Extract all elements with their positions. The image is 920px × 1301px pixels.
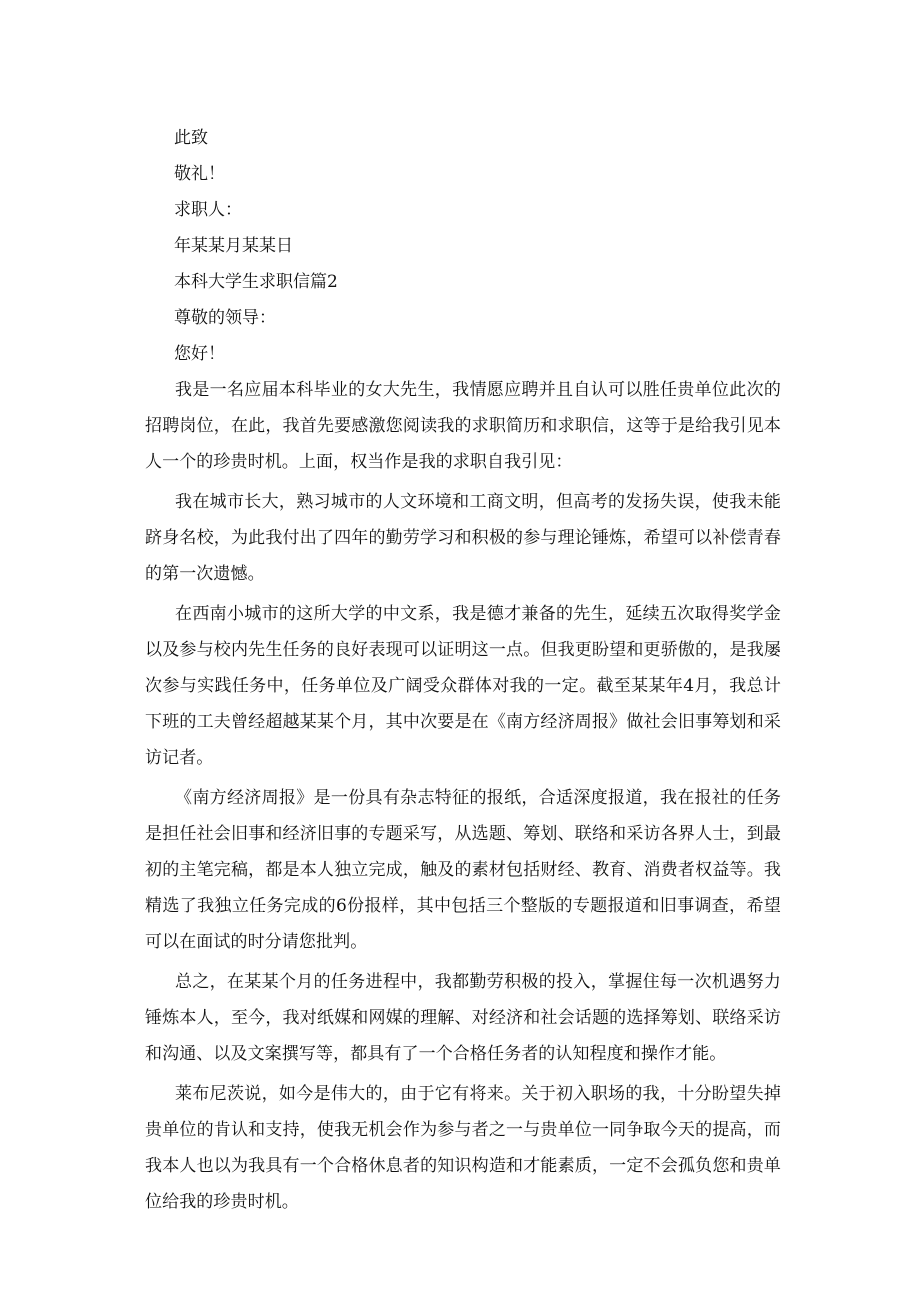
greeting: 尊敬的领导： xyxy=(174,308,276,328)
closing-salutation-1: 此致 xyxy=(174,128,208,148)
letter-title: 本科大学生求职信篇2 xyxy=(174,272,338,292)
paragraph-intro: 我是一名应届本科毕业的女大先生，我情愿应聘并且自认可以胜任贵单位此次的招聘岗位，在此，我首先要感激您阅读我的求职简历和求职信，这等于是给我引见本人一个的珍贵时机。上面，权当作是我的求职自我引见： xyxy=(145,380,781,472)
paragraph-summary: 总之，在某某个月的任务进程中，我都勤劳积极的投入，掌握住每一次机遇努力锤炼本人，至今，我对纸媒和网媒的理解、对经济和社会话题的选择筹划、联络采访和沟通、以及文案撰写等，都具有了一个合格任务者的认知程度和操作才能。 xyxy=(145,972,781,1064)
paragraph-closing: 莱布尼茨说，如今是伟大的，由于它有将来。关于初入职场的我，十分盼望失掉贵单位的肯认和支持，使我无机会作为参与者之一与贵单位一同争取今天的提高，而我本人也以为我具有一个合格休息者的知识构造和才能素质，一定不会孤负您和贵单位给我的珍贵时机。 xyxy=(145,1084,781,1212)
paragraph-background: 我在城市长大，熟习城市的人文环境和工商文明，但高考的发扬失误，使我未能跻身名校，为此我付出了四年的勤劳学习和积极的参与理论锤炼，希望可以补偿青春的第一次遗憾。 xyxy=(145,492,781,584)
letter-header-block xyxy=(174,120,338,372)
signer-label: 求职人： xyxy=(174,200,242,220)
paragraph-university: 在西南小城市的这所大学的中文系，我是德才兼备的先生，延续五次取得奖学金以及参与校内先生任务的良好表现可以证明这一点。但我更盼望和更骄傲的，是我屡次参与实践任务中，任务单位及广阔受众群体对我的一定。截至某某年4月，我总计下班的工夫曾经超越某某个月，其中次要是在《南方经济周报》做社会旧事筹划和采访记者。 xyxy=(145,604,781,768)
closing-salutation-2: 敬礼！ xyxy=(174,164,225,184)
hello-line: 您好！ xyxy=(174,344,225,364)
paragraph-newspaper: 《南方经济周报》是一份具有杂志特征的报纸，合适深度报道，我在报社的任务是担任社会旧事和经济旧事的专题采写，从选题、筹划、联络和采访各界人士，到最初的主笔完稿，都是本人独立完成，触及的素材包括财经、教育、消费者权益等。我精选了我独立任务完成的6份报样，其中包括三个整版的专题报道和旧事调查，希望可以在面试的时分请您批判。 xyxy=(145,788,781,952)
letter-body xyxy=(145,372,781,1224)
date-line: 年某某月某某日 xyxy=(174,236,293,256)
